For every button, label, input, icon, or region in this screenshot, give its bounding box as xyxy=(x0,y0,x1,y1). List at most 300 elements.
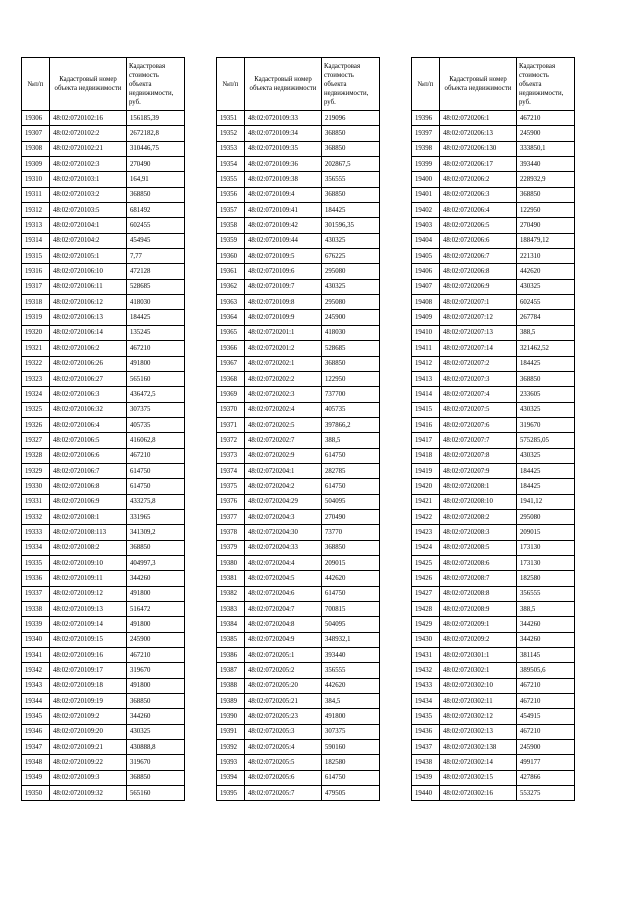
cadastral-number: 48:02:0720207:1 xyxy=(440,295,517,310)
row-number: 19405 xyxy=(412,249,440,264)
cadastral-value: 614750 xyxy=(127,479,185,494)
table-row xyxy=(412,448,575,463)
cadastral-value: 404997,3 xyxy=(127,555,185,570)
cadastral-value: 381145 xyxy=(517,648,575,663)
table-row xyxy=(22,663,185,678)
table-body xyxy=(217,111,380,801)
row-number: 19334 xyxy=(22,540,50,555)
table-row xyxy=(217,157,380,172)
cadastral-number: 48:02:0720208:8 xyxy=(440,586,517,601)
row-number: 19389 xyxy=(217,694,245,709)
cadastral-value: 418030 xyxy=(322,325,380,340)
table-row xyxy=(412,678,575,693)
cadastral-value: 442620 xyxy=(517,264,575,279)
row-number: 19426 xyxy=(412,571,440,586)
register-table-1 xyxy=(21,57,185,801)
row-number: 19420 xyxy=(412,479,440,494)
cadastral-value: 341309,2 xyxy=(127,525,185,540)
cadastral-value: 467210 xyxy=(127,648,185,663)
cadastral-value: 344260 xyxy=(517,632,575,647)
table-row xyxy=(217,540,380,555)
table-row xyxy=(22,295,185,310)
row-number: 19323 xyxy=(22,371,50,386)
row-number: 19410 xyxy=(412,325,440,340)
cadastral-number: 48:02:0720206:7 xyxy=(440,249,517,264)
cadastral-number: 48:02:0720109:21 xyxy=(50,740,127,755)
cadastral-value: 245900 xyxy=(517,740,575,755)
cadastral-number: 48:02:0720109:4 xyxy=(245,187,322,202)
cadastral-value: 228932,9 xyxy=(517,172,575,187)
cadastral-value: 602455 xyxy=(517,295,575,310)
row-number: 19423 xyxy=(412,525,440,540)
cadastral-value: 368850 xyxy=(322,187,380,202)
cadastral-value: 454945 xyxy=(127,233,185,248)
cadastral-value: 156185,39 xyxy=(127,111,185,126)
cadastral-value: 499177 xyxy=(517,755,575,770)
table-row xyxy=(22,632,185,647)
table-row xyxy=(412,786,575,801)
row-number: 19363 xyxy=(217,295,245,310)
cadastral-value: 73770 xyxy=(322,525,380,540)
row-number: 19330 xyxy=(22,479,50,494)
row-number: 19414 xyxy=(412,387,440,402)
row-number: 19409 xyxy=(412,310,440,325)
row-number: 19345 xyxy=(22,709,50,724)
row-number: 19393 xyxy=(217,755,245,770)
table-row xyxy=(217,602,380,617)
row-number: 19353 xyxy=(217,141,245,156)
cadastral-number: 48:02:0720106:5 xyxy=(50,433,127,448)
cadastral-number: 48:02:0720208:7 xyxy=(440,571,517,586)
cadastral-number: 48:02:0720102:21 xyxy=(50,141,127,156)
row-number: 19403 xyxy=(412,218,440,233)
cadastral-number: 48:02:0720208:2 xyxy=(440,509,517,524)
cadastral-number: 48:02:0720206:2 xyxy=(440,172,517,187)
row-number: 19383 xyxy=(217,602,245,617)
cadastral-value: 173130 xyxy=(517,555,575,570)
row-number: 19340 xyxy=(22,632,50,647)
table-row xyxy=(217,172,380,187)
cadastral-value: 553275 xyxy=(517,786,575,801)
table-row xyxy=(412,709,575,724)
cadastral-value: 135245 xyxy=(127,325,185,340)
cadastral-number: 48:02:0720205:1 xyxy=(245,648,322,663)
cadastral-number: 48:02:0720205:2 xyxy=(245,663,322,678)
table-body xyxy=(22,111,185,801)
row-number: 19328 xyxy=(22,448,50,463)
table-row xyxy=(217,740,380,755)
cadastral-value: 433275,8 xyxy=(127,494,185,509)
table-row xyxy=(22,172,185,187)
table-row xyxy=(412,617,575,632)
cadastral-value: 270490 xyxy=(517,218,575,233)
cadastral-number: 48:02:0720207:5 xyxy=(440,402,517,417)
table-row xyxy=(217,371,380,386)
cadastral-number: 48:02:0720204:2 xyxy=(245,479,322,494)
cadastral-number: 48:02:0720109:42 xyxy=(245,218,322,233)
row-number: 19326 xyxy=(22,417,50,432)
table-row xyxy=(412,740,575,755)
cadastral-value: 491800 xyxy=(127,678,185,693)
cadastral-number: 48:02:0720205:21 xyxy=(245,694,322,709)
table-row xyxy=(412,602,575,617)
table-row xyxy=(217,617,380,632)
table-row xyxy=(22,264,185,279)
cadastral-value: 184425 xyxy=(517,463,575,478)
row-number: 19392 xyxy=(217,740,245,755)
table-row xyxy=(412,694,575,709)
table-row xyxy=(22,494,185,509)
row-number: 19373 xyxy=(217,448,245,463)
cadastral-value: 491800 xyxy=(127,586,185,601)
cadastral-number: 48:02:0720207:14 xyxy=(440,341,517,356)
table-row xyxy=(22,111,185,126)
cadastral-number: 48:02:0720202:9 xyxy=(245,448,322,463)
cadastral-value: 344260 xyxy=(517,617,575,632)
cadastral-value: 467210 xyxy=(127,341,185,356)
cadastral-number: 48:02:0720108:2 xyxy=(50,540,127,555)
table-row xyxy=(217,249,380,264)
cadastral-value: 245900 xyxy=(127,632,185,647)
row-number: 19361 xyxy=(217,264,245,279)
cadastral-value: 467210 xyxy=(517,694,575,709)
table-row xyxy=(217,402,380,417)
cadastral-number: 48:02:0720208:6 xyxy=(440,555,517,570)
cadastral-number: 48:02:0720109:12 xyxy=(50,586,127,601)
cadastral-number: 48:02:0720109:10 xyxy=(50,555,127,570)
row-number: 19341 xyxy=(22,648,50,663)
table-row xyxy=(217,694,380,709)
row-number: 19343 xyxy=(22,678,50,693)
row-number: 19306 xyxy=(22,111,50,126)
row-number: 19433 xyxy=(412,678,440,693)
table-row xyxy=(217,126,380,141)
cadastral-value: 479505 xyxy=(322,786,380,801)
cadastral-value: 454915 xyxy=(517,709,575,724)
cadastral-value: 173130 xyxy=(517,540,575,555)
cadastral-number: 48:02:0720302:12 xyxy=(440,709,517,724)
row-number: 19385 xyxy=(217,632,245,647)
table-row xyxy=(412,433,575,448)
row-number: 19428 xyxy=(412,602,440,617)
cadastral-value: 267784 xyxy=(517,310,575,325)
row-number: 19371 xyxy=(217,417,245,432)
table-row xyxy=(22,233,185,248)
row-number: 19390 xyxy=(217,709,245,724)
cadastral-number: 48:02:0720202:2 xyxy=(245,371,322,386)
cadastral-value: 356555 xyxy=(322,663,380,678)
register-table-2 xyxy=(216,57,380,801)
table-row xyxy=(412,187,575,202)
cadastral-value: 7,77 xyxy=(127,249,185,264)
cadastral-value: 209015 xyxy=(322,555,380,570)
row-number: 19378 xyxy=(217,525,245,540)
cadastral-value: 319670 xyxy=(127,755,185,770)
cadastral-number: 48:02:0720109:17 xyxy=(50,663,127,678)
cadastral-number: 48:02:0720109:14 xyxy=(50,617,127,632)
table-row xyxy=(412,648,575,663)
cadastral-number: 48:02:0720109:18 xyxy=(50,678,127,693)
cadastral-number: 48:02:0720108:113 xyxy=(50,525,127,540)
cadastral-value: 393440 xyxy=(517,157,575,172)
row-number: 19384 xyxy=(217,617,245,632)
table-row xyxy=(412,341,575,356)
cadastral-value: 295080 xyxy=(322,295,380,310)
cadastral-number: 48:02:0720302:1 xyxy=(440,663,517,678)
table-row xyxy=(22,279,185,294)
row-number: 19400 xyxy=(412,172,440,187)
row-number: 19331 xyxy=(22,494,50,509)
table-row xyxy=(22,448,185,463)
cadastral-value: 565160 xyxy=(127,786,185,801)
table-row xyxy=(412,325,575,340)
cadastral-number: 48:02:0720106:6 xyxy=(50,448,127,463)
cadastral-number: 48:02:0720208:3 xyxy=(440,525,517,540)
row-number: 19412 xyxy=(412,356,440,371)
row-number: 19408 xyxy=(412,295,440,310)
row-number: 19387 xyxy=(217,663,245,678)
cadastral-value: 184425 xyxy=(127,310,185,325)
cadastral-value: 418030 xyxy=(127,295,185,310)
cadastral-number: 48:02:0720109:8 xyxy=(245,295,322,310)
cadastral-value: 528685 xyxy=(127,279,185,294)
cadastral-value: 614750 xyxy=(322,770,380,785)
table-row xyxy=(217,586,380,601)
table-row xyxy=(22,571,185,586)
row-number: 19402 xyxy=(412,203,440,218)
cadastral-value: 344260 xyxy=(127,571,185,586)
table-row xyxy=(217,479,380,494)
cadastral-number: 48:02:0720109:20 xyxy=(50,724,127,739)
cadastral-number: 48:02:0720106:3 xyxy=(50,387,127,402)
table-row xyxy=(412,417,575,432)
cadastral-value: 321462,52 xyxy=(517,341,575,356)
cadastral-value: 397866,2 xyxy=(322,417,380,432)
cadastral-number: 48:02:0720106:10 xyxy=(50,264,127,279)
table-row xyxy=(217,648,380,663)
table-row xyxy=(22,310,185,325)
cadastral-value: 430325 xyxy=(127,724,185,739)
cadastral-number: 48:02:0720206:9 xyxy=(440,279,517,294)
row-number: 19413 xyxy=(412,371,440,386)
table-row xyxy=(412,586,575,601)
cadastral-number: 48:02:0720204:6 xyxy=(245,586,322,601)
table-row xyxy=(412,218,575,233)
cadastral-number: 48:02:0720109:33 xyxy=(245,111,322,126)
cadastral-value: 368850 xyxy=(127,770,185,785)
cadastral-number: 48:02:0720206:6 xyxy=(440,233,517,248)
header-cadastral: Кадастровый номер объекта недвижимости xyxy=(50,58,127,111)
header-num: №п/п xyxy=(217,58,245,111)
cadastral-value: 614750 xyxy=(322,479,380,494)
cadastral-number: 48:02:0720204:1 xyxy=(245,463,322,478)
row-number: 19401 xyxy=(412,187,440,202)
table-row xyxy=(217,463,380,478)
cadastral-value: 356555 xyxy=(322,172,380,187)
table-row xyxy=(217,264,380,279)
cadastral-number: 48:02:0720205:20 xyxy=(245,678,322,693)
cadastral-number: 48:02:0720207:3 xyxy=(440,371,517,386)
cadastral-number: 48:02:0720106:13 xyxy=(50,310,127,325)
cadastral-number: 48:02:0720201:2 xyxy=(245,341,322,356)
row-number: 19370 xyxy=(217,402,245,417)
cadastral-value: 614750 xyxy=(127,463,185,478)
table-row xyxy=(217,755,380,770)
cadastral-value: 467210 xyxy=(517,111,575,126)
row-number: 19344 xyxy=(22,694,50,709)
cadastral-number: 48:02:0720106:27 xyxy=(50,371,127,386)
cadastral-value: 368850 xyxy=(517,371,575,386)
cadastral-value: 368850 xyxy=(322,356,380,371)
cadastral-number: 48:02:0720206:17 xyxy=(440,157,517,172)
cadastral-number: 48:02:0720202:7 xyxy=(245,433,322,448)
table-row xyxy=(22,417,185,432)
row-number: 19368 xyxy=(217,371,245,386)
cadastral-value: 442620 xyxy=(322,678,380,693)
row-number: 19358 xyxy=(217,218,245,233)
cadastral-number: 48:02:0720103:5 xyxy=(50,203,127,218)
cadastral-value: 1941,12 xyxy=(517,494,575,509)
row-number: 19313 xyxy=(22,218,50,233)
table-row xyxy=(217,663,380,678)
cadastral-value: 295080 xyxy=(517,509,575,524)
cadastral-number: 48:02:0720302:16 xyxy=(440,786,517,801)
cadastral-value: 319670 xyxy=(127,663,185,678)
row-number: 19322 xyxy=(22,356,50,371)
cadastral-number: 48:02:0720205:3 xyxy=(245,724,322,739)
table-row xyxy=(412,540,575,555)
cadastral-number: 48:02:0720104:2 xyxy=(50,233,127,248)
cadastral-value: 295080 xyxy=(322,264,380,279)
cadastral-number: 48:02:0720109:44 xyxy=(245,233,322,248)
cadastral-value: 122950 xyxy=(517,203,575,218)
cadastral-number: 48:02:0720208:1 xyxy=(440,479,517,494)
cadastral-number: 48:02:0720109:41 xyxy=(245,203,322,218)
cadastral-value: 182580 xyxy=(322,755,380,770)
cadastral-number: 48:02:0720106:8 xyxy=(50,479,127,494)
cadastral-value: 427866 xyxy=(517,770,575,785)
cadastral-number: 48:02:0720208:10 xyxy=(440,494,517,509)
table-row xyxy=(412,387,575,402)
cadastral-number: 48:02:0720106:2 xyxy=(50,341,127,356)
row-number: 19367 xyxy=(217,356,245,371)
table-row xyxy=(22,141,185,156)
cadastral-value: 467210 xyxy=(517,724,575,739)
cadastral-number: 48:02:0720204:8 xyxy=(245,617,322,632)
row-number: 19416 xyxy=(412,417,440,432)
cadastral-value: 442620 xyxy=(322,571,380,586)
row-number: 19372 xyxy=(217,433,245,448)
row-number: 19424 xyxy=(412,540,440,555)
cadastral-number: 48:02:0720109:36 xyxy=(245,157,322,172)
table-row xyxy=(412,402,575,417)
header-row xyxy=(217,58,380,111)
table-row xyxy=(412,571,575,586)
table-row xyxy=(22,602,185,617)
table-row xyxy=(217,417,380,432)
row-number: 19364 xyxy=(217,310,245,325)
cadastral-number: 48:02:0720205:23 xyxy=(245,709,322,724)
row-number: 19430 xyxy=(412,632,440,647)
table-row xyxy=(217,770,380,785)
cadastral-value: 405735 xyxy=(127,417,185,432)
row-number: 19360 xyxy=(217,249,245,264)
row-number: 19317 xyxy=(22,279,50,294)
row-number: 19438 xyxy=(412,755,440,770)
cadastral-number: 48:02:0720206:5 xyxy=(440,218,517,233)
table-row xyxy=(412,555,575,570)
header-num: №п/п xyxy=(412,58,440,111)
row-number: 19386 xyxy=(217,648,245,663)
cadastral-number: 48:02:0720204:9 xyxy=(245,632,322,647)
table-row xyxy=(217,632,380,647)
row-number: 19315 xyxy=(22,249,50,264)
table-row xyxy=(217,555,380,570)
table-row xyxy=(217,310,380,325)
cadastral-number: 48:02:0720302:14 xyxy=(440,755,517,770)
row-number: 19307 xyxy=(22,126,50,141)
table-row xyxy=(217,709,380,724)
table-row xyxy=(217,571,380,586)
cadastral-value: 221310 xyxy=(517,249,575,264)
cadastral-number: 48:02:0720302:13 xyxy=(440,724,517,739)
cadastral-number: 48:02:0720106:12 xyxy=(50,295,127,310)
row-number: 19398 xyxy=(412,141,440,156)
cadastral-value: 270490 xyxy=(127,157,185,172)
cadastral-number: 48:02:0720109:16 xyxy=(50,648,127,663)
cadastral-number: 48:02:0720202:1 xyxy=(245,356,322,371)
table-row xyxy=(412,755,575,770)
table-row xyxy=(22,509,185,524)
table-row xyxy=(22,218,185,233)
cadastral-number: 48:02:0720207:8 xyxy=(440,448,517,463)
table-row xyxy=(22,755,185,770)
cadastral-number: 48:02:0720209:1 xyxy=(440,617,517,632)
cadastral-value: 301596,35 xyxy=(322,218,380,233)
cadastral-number: 48:02:0720109:13 xyxy=(50,602,127,617)
cadastral-value: 368850 xyxy=(322,540,380,555)
table-row xyxy=(22,203,185,218)
cadastral-number: 48:02:0720109:6 xyxy=(245,264,322,279)
cadastral-value: 504095 xyxy=(322,494,380,509)
cadastral-number: 48:02:0720109:19 xyxy=(50,694,127,709)
cadastral-number: 48:02:0720106:9 xyxy=(50,494,127,509)
row-number: 19310 xyxy=(22,172,50,187)
table-row xyxy=(412,525,575,540)
table-row xyxy=(217,295,380,310)
table-row xyxy=(412,233,575,248)
row-number: 19380 xyxy=(217,555,245,570)
cadastral-value: 467210 xyxy=(517,678,575,693)
cadastral-value: 388,5 xyxy=(322,433,380,448)
cadastral-number: 48:02:0720205:5 xyxy=(245,755,322,770)
row-number: 19437 xyxy=(412,740,440,755)
cadastral-value: 245900 xyxy=(322,310,380,325)
row-number: 19319 xyxy=(22,310,50,325)
cadastral-value: 307375 xyxy=(322,724,380,739)
cadastral-value: 602455 xyxy=(127,218,185,233)
row-number: 19362 xyxy=(217,279,245,294)
cadastral-number: 48:02:0720206:130 xyxy=(440,141,517,156)
cadastral-value: 344260 xyxy=(127,709,185,724)
row-number: 19435 xyxy=(412,709,440,724)
row-number: 19359 xyxy=(217,233,245,248)
table-row xyxy=(22,371,185,386)
cadastral-number: 48:02:0720103:2 xyxy=(50,187,127,202)
header-row xyxy=(22,58,185,111)
cadastral-number: 48:02:0720106:32 xyxy=(50,402,127,417)
row-number: 19354 xyxy=(217,157,245,172)
